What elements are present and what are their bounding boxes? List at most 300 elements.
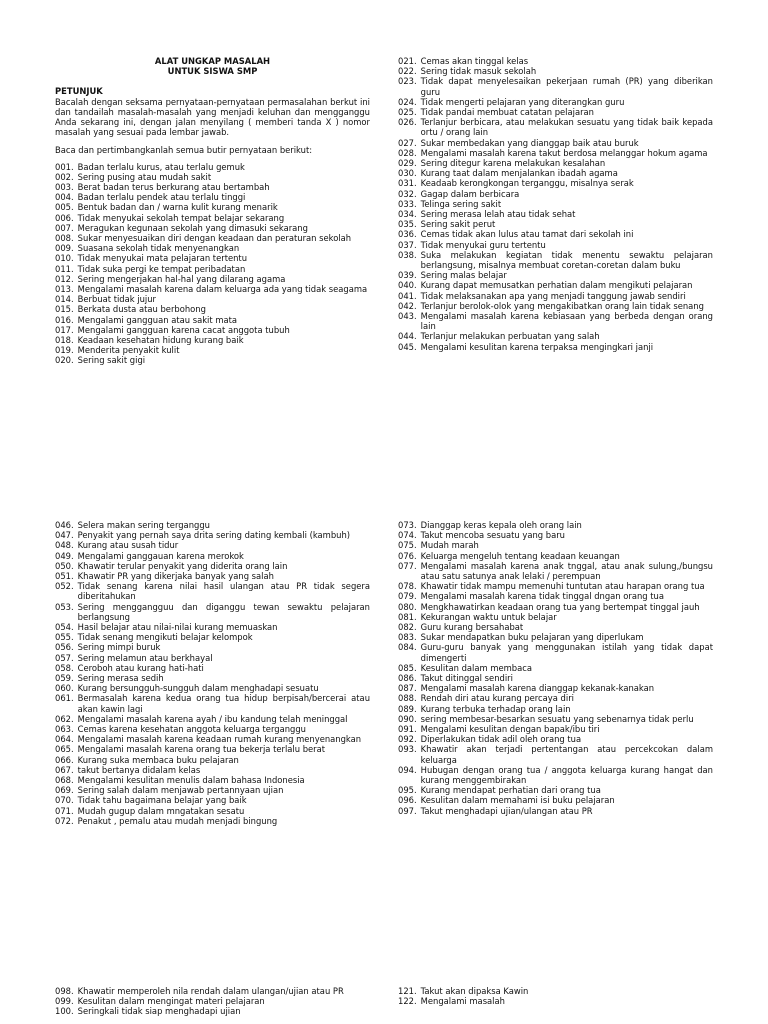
item-text: Bermasalah karena kedua orang tua hidup berpisah/bercerai atau akan kawin lagi bbox=[77, 693, 370, 714]
item-number: 078. bbox=[398, 581, 417, 592]
item-text: Cemas akan tinggal kelas bbox=[420, 56, 529, 66]
item-number: 006. bbox=[55, 212, 74, 223]
item-list bbox=[398, 56, 713, 352]
column-top-right bbox=[398, 56, 713, 352]
item-number: 084. bbox=[398, 642, 417, 653]
item-number: 041. bbox=[398, 290, 417, 301]
list-item bbox=[55, 192, 370, 202]
item-list bbox=[55, 162, 370, 366]
item-number: 055. bbox=[55, 632, 74, 643]
item-number: 062. bbox=[55, 713, 74, 724]
item-text: Rendah diri atau kurang percaya diri bbox=[420, 693, 574, 704]
item-text: Ceroboh atau kurang hati-hati bbox=[77, 662, 204, 673]
item-text: Mengalami masalah karena dianggap kekanak-kanakan bbox=[420, 683, 655, 694]
list-item bbox=[55, 294, 370, 304]
item-number: 048. bbox=[55, 540, 74, 551]
list-item bbox=[55, 714, 370, 724]
item-number: 001. bbox=[55, 161, 74, 172]
list-item bbox=[55, 642, 370, 652]
item-number: 004. bbox=[55, 192, 74, 203]
item-number: 121. bbox=[398, 986, 417, 996]
item-number: 087. bbox=[398, 683, 417, 694]
item-text: Sering sakit perut bbox=[420, 219, 496, 230]
list-item bbox=[398, 342, 713, 352]
item-text: Sering merasa sedih bbox=[77, 673, 164, 684]
item-number: 011. bbox=[55, 263, 74, 274]
item-text: Diperlakukan tidak adil oleh orang tua bbox=[420, 734, 582, 745]
list-item bbox=[398, 795, 713, 805]
list-item bbox=[398, 663, 713, 673]
doc-title: ALAT UNGKAP MASALAH bbox=[154, 56, 271, 66]
item-number: 088. bbox=[398, 693, 417, 704]
item-number: 050. bbox=[55, 560, 74, 571]
list-item bbox=[55, 744, 370, 754]
list-item bbox=[55, 724, 370, 734]
item-text: sering membesar-besarkan sesuatu yang sebenarnya tidak perlu bbox=[420, 713, 694, 724]
list-item bbox=[55, 755, 370, 765]
item-list bbox=[398, 986, 713, 1006]
item-text: Kurang taat dalam menjalankan ibadah agama bbox=[420, 168, 618, 179]
item-text: Hubugan dengan orang tua / anggota keluarga kurang hangat dan kurang menggembirakan bbox=[420, 764, 713, 786]
item-text: Cemas karena kesehatan anggota keluarga terganggu bbox=[77, 724, 306, 735]
item-text: Berbuat tidak jujur bbox=[77, 294, 156, 305]
item-number: 007. bbox=[55, 222, 74, 233]
list-item bbox=[398, 785, 713, 795]
item-number: 093. bbox=[398, 744, 417, 755]
list-item bbox=[55, 213, 370, 223]
list-item bbox=[55, 663, 370, 673]
list-item bbox=[398, 612, 713, 622]
list-item bbox=[55, 673, 370, 683]
item-text: Sukar mendapatkan buku pelajaran yang diperlukam bbox=[420, 632, 644, 643]
list-item bbox=[398, 632, 713, 642]
list-item bbox=[398, 714, 713, 724]
item-number: 069. bbox=[55, 785, 74, 796]
item-text: Khawatir akan terjadi pertentangan atau percekcokan dalam keluarga bbox=[420, 744, 713, 765]
item-text: Kurang atau susah tidur bbox=[77, 540, 179, 551]
item-text: Kesulitan dalam membaca bbox=[420, 662, 532, 673]
list-item bbox=[398, 199, 713, 209]
item-text: Mengalami kesulitan menulis dalam bahasa Indonesia bbox=[77, 775, 305, 786]
item-text: Mengalami masalah karena ayah / ibu kandung telah meninggal bbox=[77, 713, 348, 724]
item-number: 070. bbox=[55, 795, 74, 806]
item-text: Mudah gugup dalam mngatakan sesatu bbox=[77, 805, 245, 816]
list-item bbox=[55, 602, 370, 622]
item-text: Dianggap keras kepala oleh orang lain bbox=[420, 520, 582, 530]
item-number: 036. bbox=[398, 229, 417, 240]
doc-subtitle: UNTUK SISWA SMP bbox=[167, 66, 258, 77]
item-text: Mengalami masalah karena tidak tinggal dngan orang tua bbox=[420, 591, 664, 602]
list-item bbox=[398, 622, 713, 632]
item-number: 057. bbox=[55, 652, 74, 663]
list-item bbox=[55, 551, 370, 561]
item-number: 021. bbox=[398, 56, 417, 66]
item-text: Sering menggangguu dan diganggu tewan sewaktu pelajaran berlangsung bbox=[77, 601, 370, 622]
item-number: 032. bbox=[398, 188, 417, 199]
list-item bbox=[55, 632, 370, 642]
list-item bbox=[55, 172, 370, 182]
item-number: 024. bbox=[398, 96, 417, 107]
item-number: 054. bbox=[55, 622, 74, 633]
item-number: 098. bbox=[55, 986, 74, 996]
item-number: 046. bbox=[55, 520, 74, 530]
item-text: Mengalami kesulitan karena terpaksa mengingkari janji bbox=[420, 341, 654, 352]
item-text: Mengalami masalah karena keadaan rumah kurang menyenangkan bbox=[77, 734, 362, 745]
item-number: 095. bbox=[398, 785, 417, 796]
item-number: 077. bbox=[398, 560, 417, 571]
list-item bbox=[398, 693, 713, 703]
item-number: 027. bbox=[398, 137, 417, 148]
item-text: Berat badan terus berkurang atau bertambah bbox=[77, 182, 270, 193]
item-text: Selera makan sering terganggu bbox=[77, 520, 210, 530]
item-number: 083. bbox=[398, 632, 417, 643]
item-number: 089. bbox=[398, 703, 417, 714]
list-item bbox=[398, 530, 713, 540]
item-number: 025. bbox=[398, 107, 417, 118]
list-item bbox=[398, 168, 713, 178]
item-text: Suasana sekolah tidak menyenangkan bbox=[77, 243, 240, 254]
item-text: Sukar membedakan yang dianggap baik atau buruk bbox=[420, 137, 639, 148]
item-number: 017. bbox=[55, 324, 74, 335]
list-item bbox=[55, 304, 370, 314]
list-item bbox=[398, 56, 713, 66]
list-item bbox=[398, 270, 713, 280]
item-text: Terlanjur berolok-olok yang mengakibatkan orang lain tidak senang bbox=[420, 300, 704, 311]
list-item bbox=[398, 540, 713, 550]
list-item bbox=[55, 986, 370, 996]
item-text: Keadaab kerongkongan terganggu, misalnya serak bbox=[420, 178, 634, 189]
list-item bbox=[55, 653, 370, 663]
list-item bbox=[55, 581, 370, 601]
list-item bbox=[55, 775, 370, 785]
item-number: 051. bbox=[55, 571, 74, 582]
list-item bbox=[398, 704, 713, 714]
item-text: Badan terlalu kurus, atau terlalu gemuk bbox=[77, 161, 245, 172]
item-text: Mengalami ganggauan karena merokok bbox=[77, 550, 244, 561]
item-number: 045. bbox=[398, 341, 417, 352]
item-number: 064. bbox=[55, 734, 74, 745]
item-text: Tidak menyukai guru tertentu bbox=[420, 239, 546, 250]
item-text: Hasil belajar atau nilai-nilai kurang memuaskan bbox=[77, 622, 278, 633]
list-item bbox=[398, 734, 713, 744]
item-text: Sering ditegur karena melakukan kesalahan bbox=[420, 158, 606, 169]
item-text: Mengalami masalah bbox=[420, 996, 505, 1007]
item-text: Khawatir PR yang dikerjaka banyak yang salah bbox=[77, 571, 274, 582]
item-number: 071. bbox=[55, 805, 74, 816]
item-text: Khawatir terular penyakit yang diderita orang lain bbox=[77, 560, 288, 571]
list-item bbox=[55, 315, 370, 325]
item-text: Tidak senang karena nilai hasil ulangan atau PR tidak segera diberitahukan bbox=[77, 581, 370, 602]
list-item bbox=[55, 683, 370, 693]
item-text: Kurang mendapat perhatian dari orang tua bbox=[420, 785, 601, 796]
item-number: 018. bbox=[55, 335, 74, 346]
item-number: 081. bbox=[398, 611, 417, 622]
instruction-text: Baca dan pertimbangkanlah semua butir pernyataan berikut: bbox=[55, 145, 313, 156]
item-text: Penakut , pemalu atau mudah menjadi bingung bbox=[77, 815, 278, 826]
item-text: Kurang dapat memusatkan perhatian dalam mengikuti pelajaran bbox=[420, 280, 693, 291]
item-text: Kurang terbuka terhadap orang lain bbox=[420, 703, 571, 714]
item-list bbox=[55, 520, 370, 826]
item-text: Kurang bersungguh-sungguh dalam menghadapi sesuatu bbox=[77, 683, 319, 694]
item-number: 035. bbox=[398, 219, 417, 230]
item-text: Tidak pandai membuat catatan pelajaran bbox=[420, 107, 594, 118]
item-text: Takut ditinggal sendiri bbox=[420, 673, 513, 684]
column-mid-left bbox=[55, 520, 370, 826]
item-number: 026. bbox=[398, 117, 417, 128]
item-text: Meragukan kegunaan sekolah yang dimasuki sekarang bbox=[77, 222, 308, 233]
item-text: Takut akan dipaksa Kawin bbox=[420, 986, 529, 996]
list-item bbox=[55, 795, 370, 805]
item-text: Khawatir tidak mampu memenuhi tuntutan atau harapan orang tua bbox=[420, 581, 705, 592]
list-item bbox=[398, 744, 713, 764]
item-text: Suka melakukan kegiatan tidak menentu sewaktu pelajaran berlangsung, misalnya membuat coretan-coretan dalam buku bbox=[420, 249, 713, 271]
item-number: 042. bbox=[398, 300, 417, 311]
item-text: Mengalami gangguan atau sakit mata bbox=[77, 314, 238, 325]
item-text: Mengalami masalah karena anak tnggal, atau anak sulung,/bungsu atau satu satunya anak lelaki / perempuan bbox=[420, 560, 713, 582]
item-number: 003. bbox=[55, 182, 74, 193]
item-number: 052. bbox=[55, 581, 74, 592]
item-number: 038. bbox=[398, 249, 417, 260]
item-text: Cemas tidak akan lulus atau tamat dari sekolah ini bbox=[420, 229, 634, 240]
list-item bbox=[55, 274, 370, 284]
item-number: 099. bbox=[55, 996, 74, 1007]
item-number: 097. bbox=[398, 805, 417, 816]
list-item bbox=[398, 148, 713, 158]
list-item bbox=[398, 219, 713, 229]
list-item bbox=[55, 806, 370, 816]
item-text: Seringkali tidak siap menghadapi ujian bbox=[77, 1006, 241, 1017]
list-item bbox=[55, 335, 370, 345]
item-number: 079. bbox=[398, 591, 417, 602]
item-number: 040. bbox=[398, 280, 417, 291]
item-number: 056. bbox=[55, 642, 74, 653]
list-item bbox=[398, 76, 713, 96]
item-text: Sering merasa lelah atau tidak sehat bbox=[420, 209, 576, 220]
item-number: 090. bbox=[398, 713, 417, 724]
list-item bbox=[398, 551, 713, 561]
item-text: Tidak senang mengikuti belajar kelompok bbox=[77, 632, 253, 643]
item-number: 066. bbox=[55, 754, 74, 765]
item-number: 008. bbox=[55, 233, 74, 244]
item-number: 047. bbox=[55, 530, 74, 541]
column-top-left bbox=[55, 56, 370, 366]
item-number: 029. bbox=[398, 158, 417, 169]
item-text: Tidak tahu bagaimana belajar yang baik bbox=[77, 795, 247, 806]
column-bottom-left bbox=[55, 986, 370, 1017]
item-text: Keluarga mengeluh tentang keadaan keuangan bbox=[420, 550, 620, 561]
item-text: Tidak suka pergi ke tempat peribadatan bbox=[77, 263, 246, 274]
list-item bbox=[398, 229, 713, 239]
item-number: 039. bbox=[398, 270, 417, 281]
list-item bbox=[55, 530, 370, 540]
item-number: 015. bbox=[55, 304, 74, 315]
item-text: Keadaan kesehatan hidung kurang baik bbox=[77, 335, 244, 346]
item-number: 044. bbox=[398, 331, 417, 342]
list-item bbox=[55, 816, 370, 826]
item-number: 053. bbox=[55, 601, 74, 612]
item-number: 075. bbox=[398, 540, 417, 551]
item-number: 063. bbox=[55, 724, 74, 735]
item-list bbox=[398, 520, 713, 816]
item-number: 092. bbox=[398, 734, 417, 745]
item-text: Mudah marah bbox=[420, 540, 479, 551]
item-number: 076. bbox=[398, 550, 417, 561]
petunjuk-text: Bacalah dengan seksama pernyataan-pernyataan permasalahan berkut ini dan tandailah masalah-masalah yang menjadi keluhan dan mengganggu Anda sekarang ini, dengan jalan menyilang ( memberi tanda X ) nomor masalah yang sesuai pada lembar jawab. bbox=[55, 96, 370, 138]
item-number: 074. bbox=[398, 530, 417, 541]
item-number: 002. bbox=[55, 171, 74, 182]
list-item bbox=[55, 1006, 370, 1016]
item-text: Takut mencoba sesuatu yang baru bbox=[420, 530, 565, 541]
list-item bbox=[398, 765, 713, 785]
item-text: Sering tidak masuk sekolah bbox=[420, 66, 537, 77]
item-text: Tidak mengerti pelajaran yang diterangkan guru bbox=[420, 96, 625, 107]
list-item bbox=[398, 97, 713, 107]
list-item bbox=[55, 233, 370, 243]
list-item bbox=[55, 284, 370, 294]
list-item bbox=[398, 291, 713, 301]
item-number: 080. bbox=[398, 601, 417, 612]
item-number: 010. bbox=[55, 253, 74, 264]
item-number: 013. bbox=[55, 284, 74, 295]
item-number: 037. bbox=[398, 239, 417, 250]
item-text: takut bertanya didalam kelas bbox=[77, 764, 201, 775]
list-item bbox=[55, 540, 370, 550]
item-number: 019. bbox=[55, 345, 74, 356]
item-text: Telinga sering sakit bbox=[420, 198, 502, 209]
list-item bbox=[398, 209, 713, 219]
item-text: Sering sakit gigi bbox=[77, 355, 146, 366]
list-item bbox=[55, 520, 370, 530]
list-item bbox=[55, 182, 370, 192]
list-item bbox=[398, 117, 713, 137]
item-number: 009. bbox=[55, 243, 74, 254]
list-item bbox=[55, 202, 370, 212]
list-item bbox=[55, 996, 370, 1006]
list-item bbox=[398, 280, 713, 290]
list-item bbox=[398, 158, 713, 168]
list-item bbox=[398, 724, 713, 734]
list-item bbox=[398, 250, 713, 270]
list-item bbox=[398, 189, 713, 199]
list-item bbox=[398, 301, 713, 311]
item-list bbox=[55, 986, 370, 1017]
item-text: Mengalami gangguan karena cacat anggota tubuh bbox=[77, 324, 290, 335]
list-item bbox=[55, 561, 370, 571]
item-number: 016. bbox=[55, 314, 74, 325]
item-number: 043. bbox=[398, 311, 417, 322]
item-text: Kesulitan dalam mengingat materi pelajaran bbox=[77, 996, 265, 1007]
list-item bbox=[55, 345, 370, 355]
item-number: 091. bbox=[398, 724, 417, 735]
list-item bbox=[398, 806, 713, 816]
item-number: 028. bbox=[398, 147, 417, 158]
item-number: 031. bbox=[398, 178, 417, 189]
item-number: 033. bbox=[398, 198, 417, 209]
list-item bbox=[398, 138, 713, 148]
column-bottom-right bbox=[398, 986, 713, 1006]
item-text: Tidak menyukai mata pelajaran tertentu bbox=[77, 253, 248, 264]
item-text: Sering melamun atau berkhayal bbox=[77, 652, 213, 663]
item-number: 082. bbox=[398, 622, 417, 633]
list-item bbox=[55, 264, 370, 274]
list-item bbox=[55, 253, 370, 263]
item-number: 072. bbox=[55, 815, 74, 826]
item-number: 058. bbox=[55, 662, 74, 673]
item-number: 073. bbox=[398, 520, 417, 530]
list-item bbox=[398, 561, 713, 581]
list-item bbox=[55, 243, 370, 253]
item-text: Sukar menyesuaikan diri dengan keadaan dan peraturan sekolah bbox=[77, 233, 352, 244]
list-item bbox=[398, 683, 713, 693]
list-item bbox=[55, 693, 370, 713]
list-item bbox=[398, 986, 713, 996]
item-text: Bentuk badan dan / warna kulit kurang menarik bbox=[77, 202, 278, 213]
item-number: 023. bbox=[398, 76, 417, 87]
petunjuk-heading: PETUNJUK bbox=[55, 86, 103, 97]
item-text: Menderita penyakit kulit bbox=[77, 345, 180, 356]
list-item bbox=[55, 355, 370, 365]
item-text: Berkata dusta atau berbohong bbox=[77, 304, 206, 315]
list-item bbox=[398, 591, 713, 601]
item-number: 060. bbox=[55, 683, 74, 694]
item-text: Guru-guru banyak yang menggunakan istilah yang tidak dapat dimengerti bbox=[420, 642, 713, 663]
item-text: Mengalami masalah karena kebiasaan yang berbeda dengan orang lain bbox=[420, 311, 713, 332]
item-number: 085. bbox=[398, 662, 417, 673]
item-text: Badan terlalu pendek atau terlalu tinggi bbox=[77, 192, 246, 203]
item-number: 100. bbox=[55, 1006, 74, 1017]
item-number: 049. bbox=[55, 550, 74, 561]
list-item bbox=[55, 571, 370, 581]
item-number: 096. bbox=[398, 795, 417, 806]
list-item bbox=[398, 996, 713, 1006]
item-number: 065. bbox=[55, 744, 74, 755]
item-number: 014. bbox=[55, 294, 74, 305]
item-number: 122. bbox=[398, 996, 417, 1007]
item-text: Tidak melaksanakan apa yang menjadi tanggung jawab sendiri bbox=[420, 290, 686, 301]
item-text: Mengalami masalah karena takut berdosa melanggar hokum agama bbox=[420, 147, 708, 158]
list-item bbox=[398, 66, 713, 76]
list-item bbox=[55, 162, 370, 172]
list-item bbox=[398, 107, 713, 117]
item-number: 012. bbox=[55, 273, 74, 284]
list-item bbox=[398, 602, 713, 612]
item-text: Takut menghadapi ujian/ulangan atau PR bbox=[420, 805, 593, 816]
item-number: 034. bbox=[398, 209, 417, 220]
list-item bbox=[398, 178, 713, 188]
item-text: Mengalami masalah karena dalam keluarga ada yang tidak seagama bbox=[77, 284, 368, 295]
item-number: 022. bbox=[398, 66, 417, 77]
item-text: Kurang suka membaca buku pelajaran bbox=[77, 754, 239, 765]
item-number: 030. bbox=[398, 168, 417, 179]
item-text: Tidak dapat menyelesaikan pekerjaan rumah (PR) yang diberikan guru bbox=[420, 76, 713, 97]
list-item bbox=[398, 240, 713, 250]
item-text: Penyakit yang pernah saya drita sering dating kembali (kambuh) bbox=[77, 530, 351, 541]
item-number: 020. bbox=[55, 355, 74, 366]
item-number: 061. bbox=[55, 693, 74, 704]
list-item bbox=[55, 223, 370, 233]
list-item bbox=[55, 325, 370, 335]
list-item bbox=[55, 785, 370, 795]
list-item bbox=[398, 520, 713, 530]
item-text: Terlanjur melakukan perbuatan yang salah bbox=[420, 331, 600, 342]
item-text: Kekurangan waktu untuk belajar bbox=[420, 611, 557, 622]
item-text: Guru kurang bersahabat bbox=[420, 622, 524, 633]
item-number: 067. bbox=[55, 764, 74, 775]
item-text: Khawatir memperoleh nila rendah dalam ulangan/ujian atau PR bbox=[77, 986, 344, 996]
item-number: 086. bbox=[398, 673, 417, 684]
list-item bbox=[55, 622, 370, 632]
list-item bbox=[398, 673, 713, 683]
